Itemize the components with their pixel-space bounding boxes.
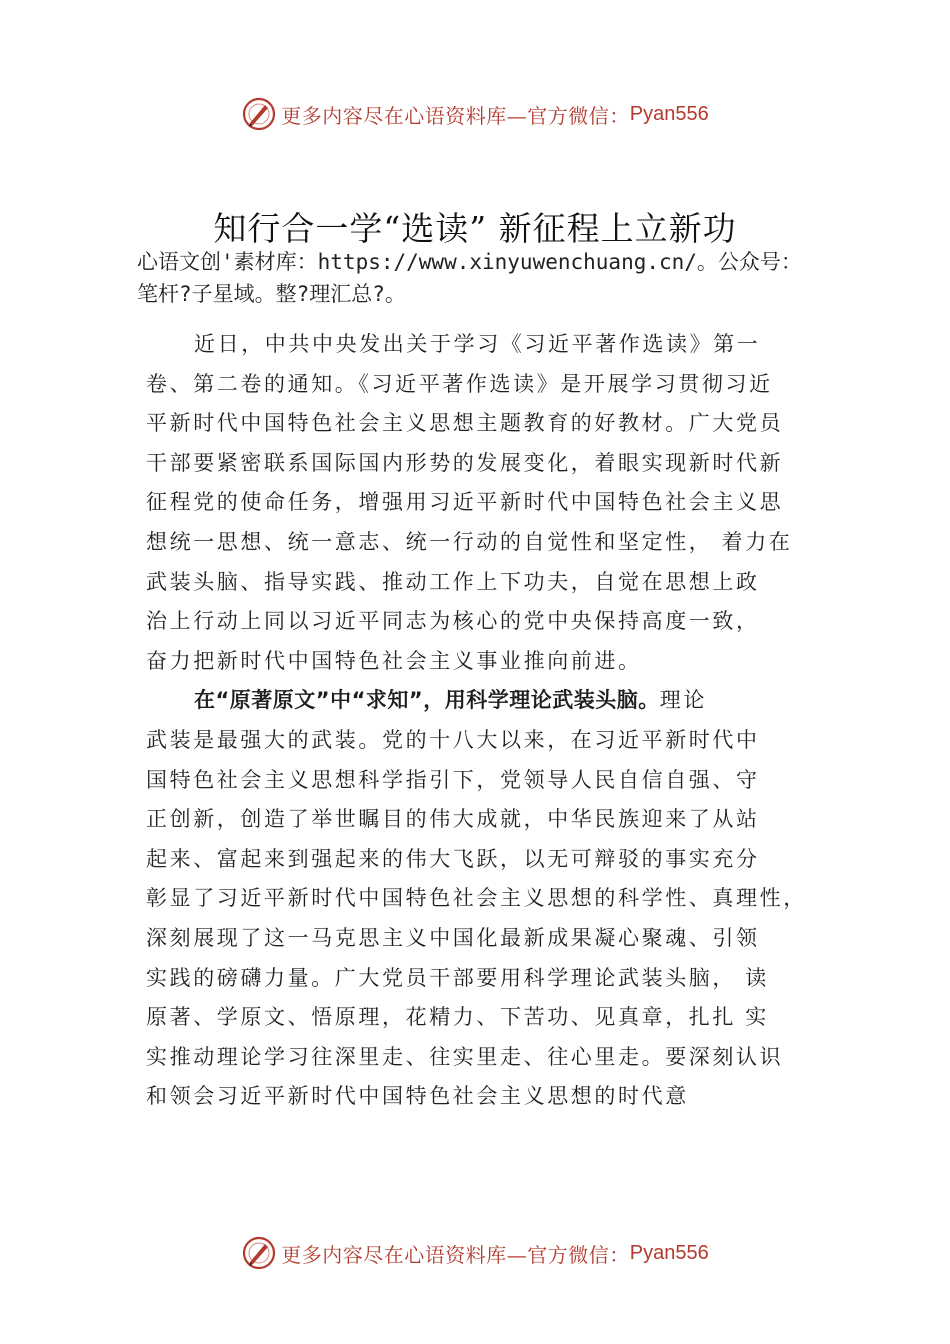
paragraph-line: 干部要紧密联系国际国内形势的发展变化，着眼实现新时代新 <box>146 450 784 475</box>
paragraph-line: 想统一思想、统一意志、统一行动的自觉性和坚定性， 着力在 <box>146 529 793 554</box>
paragraph-line: 奋力把新时代中国特色社会主义事业推向前进。 <box>146 648 642 673</box>
section-heading-bold: 在“原著原文”中“求知”，用科学理论武装头脑。 <box>194 688 660 713</box>
source-line: 心语文创'素材库：https://www.xinyuwenchuang.cn/。公众号： <box>137 250 802 274</box>
pen-logo-icon <box>241 96 277 132</box>
paragraph-line: 卷、第二卷的通知。《习近平著作选读》是开展学习贯彻习近 <box>146 371 773 396</box>
paragraph-line: 起来、富起来到强起来的伟大飞跃，以无可辩驳的事实充分 <box>146 846 760 871</box>
paragraph-line: 治上行动上同以习近平同志为核心的党中央保持高度一致， <box>146 609 760 634</box>
document-title: 知行合一学“选读” 新征程上立新功 <box>213 209 737 248</box>
header-banner <box>0 94 950 134</box>
paragraph-line: 武装是最强大的武装。党的十八大以来，在习近平新时代中 <box>146 727 760 752</box>
paragraph-line: 原著、学原文、悟原理，花精力、下苦功、见真章，扎扎 实 <box>146 1005 769 1030</box>
paragraph-line: 武装头脑、指导实践、推动工作上下功夫，自觉在思想上政 <box>146 569 760 594</box>
paragraph-line: 征程党的使命任务，增强用习近平新时代中国特色社会主义思 <box>146 490 784 515</box>
pen-logo-icon <box>241 1235 277 1271</box>
paragraph-line: 彰显了习近平新时代中国特色社会主义思想的科学性、真理性， <box>146 886 807 911</box>
paragraph-line: 正创新，创造了举世瞩目的伟大成就，中华民族迎来了从站 <box>146 807 760 832</box>
section-heading-rest: 理论 <box>659 688 707 713</box>
paragraph-line: 平新时代中国特色社会主义思想主题教育的好教材。广大党员 <box>146 411 784 436</box>
source-note <box>137 246 857 310</box>
paragraph-line: 深刻展现了这一马克思主义中国化最新成果凝心聚魂、引领 <box>146 925 760 950</box>
wechat-id: Pyan556 <box>629 1241 709 1264</box>
section-heading <box>146 681 846 721</box>
paragraph-line: 国特色社会主义思想科学指引下，党领导人民自信自强、守 <box>146 767 760 792</box>
footer-banner <box>0 1233 950 1273</box>
wechat-id: Pyan556 <box>629 102 709 125</box>
paragraph-line: 和领会习近平新时代中国特色社会主义思想的时代意 <box>146 1084 689 1109</box>
paragraph-line: 实推动理论学习往深里走、往实里走、往心里走。要深刻认识 <box>146 1044 784 1069</box>
paragraph-line: 实践的磅礴力量。广大党员干部要用科学理论武装头脑， 读 <box>146 965 769 990</box>
banner-text: 更多内容尽在心语资料库—官方微信： <box>281 1242 630 1267</box>
document-body <box>146 325 846 1117</box>
source-line: 笔杆?子星域。整?理汇总?。 <box>137 282 406 306</box>
banner-text: 更多内容尽在心语资料库—官方微信： <box>281 103 630 128</box>
paragraph-line: 近日，中共中央发出关于学习《习近平著作选读》第一 <box>194 332 761 356</box>
